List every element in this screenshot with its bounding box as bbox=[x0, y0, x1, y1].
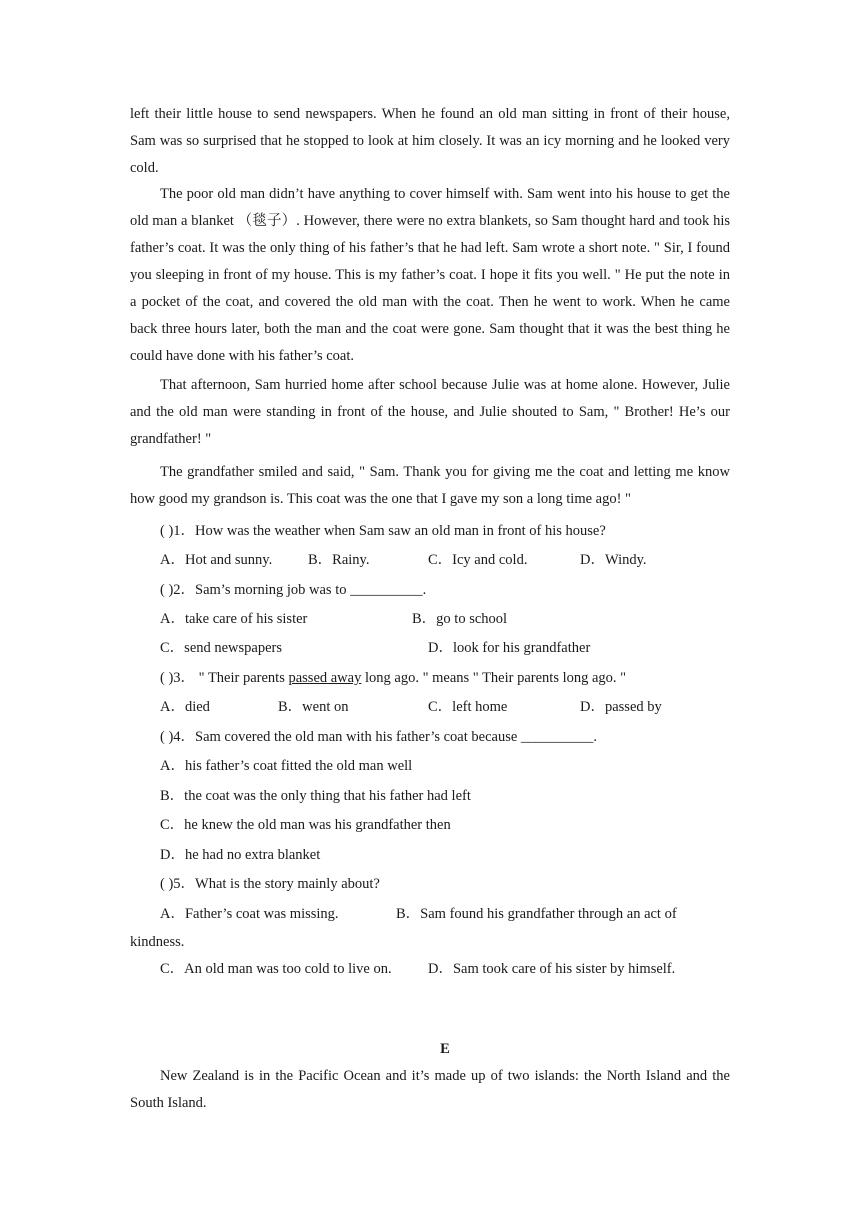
story-paragraph-4: The grandfather smiled and said, " Sam. Thank you for giving me the coat and letting me know how good my grandson is. This coat was the one that I gave my son a long time ago! " bbox=[130, 464, 730, 507]
question-1-option-a: A．Hot and sunny. bbox=[160, 552, 273, 568]
question-2-option-d: D．look for his grandfather bbox=[428, 640, 591, 656]
question-4: ( )4．Sam covered the old man with his father’s coat because __________. bbox=[160, 729, 598, 745]
question-2-option-b: B．go to school bbox=[412, 611, 508, 627]
question-5-option-d: D．Sam took care of his sister by himself. bbox=[428, 961, 676, 977]
question-4-option-b: B．the coat was the only thing that his father had left bbox=[160, 788, 471, 804]
section-e-paragraph-1: New Zealand is in the Pacific Ocean and it’s made up of two islands: the North Island and the South Island. bbox=[130, 1068, 730, 1111]
question-3-text-end: long ago. " means " Their parents long ago. " bbox=[361, 670, 627, 686]
question-5: ( )5．What is the story mainly about? bbox=[160, 876, 380, 892]
question-3-option-d: D．passed by bbox=[580, 699, 662, 715]
question-3-text-start: ( )3． " Their parents bbox=[160, 670, 289, 686]
question-5-option-b: B．Sam found his grandfather through an act of bbox=[396, 906, 677, 922]
question-4-option-c: C．he knew the old man was his grandfather then bbox=[160, 817, 451, 833]
section-heading: E bbox=[440, 1041, 450, 1057]
question-5-option-c: C．An old man was too cold to live on. bbox=[160, 961, 392, 977]
question-1-option-b: B．Rainy. bbox=[308, 552, 370, 568]
question-2: ( )2．Sam’s morning job was to __________. bbox=[160, 582, 427, 598]
question-5-option-a: A．Father’s coat was missing. bbox=[160, 906, 339, 922]
question-3 bbox=[160, 668, 626, 688]
question-1: ( )1．How was the weather when Sam saw an old man in front of his house? bbox=[160, 523, 606, 539]
question-2-option-a: A．take care of his sister bbox=[160, 611, 308, 627]
story-paragraph-2: The poor old man didn’t have anything to cover himself with. Sam went into his house to get the old man a blanket （毯子）. However, there were no extra blankets, so Sam thought hard and took his father’s coat. It was the only thing of his father’s that he had left. Sam wrote a short note. " Sir, I found you sleeping in front of my house. This is my father’s coat. I hope it fits you well. " He put the note in a pocket of the coat, and covered the old man with the coat. Then he went to work. When he came back three hours later, both the man and the coat were gone. Sam thought that it was the best thing he could have done with his father’s coat. bbox=[130, 186, 730, 364]
question-4-option-a: A．his father’s coat fitted the old man well bbox=[160, 758, 413, 774]
story-paragraph-3: That afternoon, Sam hurried home after school because Julie was at home alone. However, Julie and the old man were standing in front of the house, and Julie shouted to Sam, " Brother! He’s our grandfather! " bbox=[130, 377, 730, 447]
question-1-option-d: D．Windy. bbox=[580, 552, 647, 568]
question-3-option-a: A．died bbox=[160, 699, 210, 715]
question-3-option-c: C．left home bbox=[428, 699, 508, 715]
question-2-option-c: C．send newspapers bbox=[160, 640, 283, 656]
question-4-option-d: D．he had no extra blanket bbox=[160, 847, 321, 863]
story-paragraph-1: left their little house to send newspapers. When he found an old man sitting in front of their house, Sam was so surprised that he stopped to look at him closely. It was an icy morning and he looked very cold. bbox=[130, 106, 730, 176]
question-3-underlined-phrase: passed away bbox=[288, 670, 362, 686]
question-5-option-b-continued: kindness. bbox=[130, 934, 185, 950]
question-1-option-c: C．Icy and cold. bbox=[428, 552, 528, 568]
question-3-option-b: B．went on bbox=[278, 699, 349, 715]
